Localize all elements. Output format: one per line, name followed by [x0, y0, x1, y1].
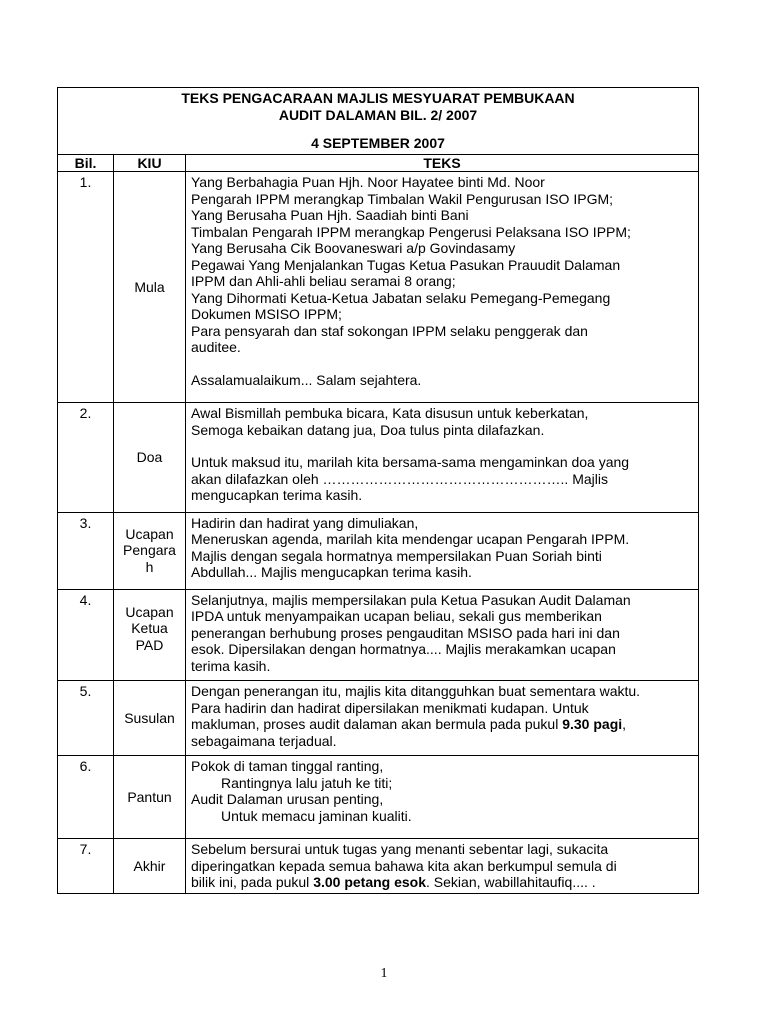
text-line: Dengan penerangan itu, majlis kita ditangguhkan buat sementara waktu. [191, 683, 641, 699]
row-text [186, 589, 699, 681]
row-cue: Akhir [114, 839, 186, 894]
title-cell [58, 88, 699, 155]
row-cue: Mula [114, 172, 186, 403]
program-table [57, 87, 699, 894]
row-number: 5. [58, 681, 114, 756]
table-row [58, 403, 699, 513]
title-row [58, 88, 699, 155]
text-line: Timbalan Pengarah IPPM merangkap Pengerusi Pelaksana ISO IPPM; [191, 223, 631, 240]
row-text [186, 681, 699, 756]
header-teks: TEKS [186, 154, 699, 172]
text-line: sebagaimana terjadual. [191, 732, 337, 749]
text-line: Sebelum bersurai untuk tugas yang menanti sebentar lagi, sukacita [191, 841, 609, 857]
row-number: 4. [58, 589, 114, 681]
text-line: Semoga kebaikan datang jua, Doa tulus pinta dilafazkan. [191, 421, 545, 438]
text-line: auditee. [191, 339, 241, 355]
header-row [58, 154, 699, 172]
row-number: 1. [58, 172, 114, 403]
text-line: IPPM dan Ahli-ahli beliau seramai 8 orang; [191, 273, 456, 289]
row-cue: Susulan [114, 681, 186, 756]
text-line: Dokumen MSISO IPPM; [191, 306, 342, 322]
text-line: esok. Dipersilakan dengan hormatnya.... Majlis merakamkan ucapan [191, 641, 616, 657]
text-fragment: makluman, proses audit dalaman akan bermula pada pukul [191, 716, 563, 732]
greeting-line: Assalamualaikum... Salam sejahtera. [191, 371, 422, 388]
text-line [191, 874, 693, 891]
text-line: terima kasih. [191, 657, 271, 674]
text-line: Hadirin dan hadirat yang dimuliakan, [191, 514, 419, 531]
text-line: Selanjutnya, majlis mempersilakan pula Ketua Pasukan Audit Dalaman [191, 591, 631, 608]
row-text [186, 403, 699, 513]
text-line: Pengarah IPPM merangkap Timbalan Wakil Pengurusan ISO IPGM; [191, 190, 614, 207]
cue-line: h [145, 558, 154, 575]
row-text [186, 756, 699, 839]
table-row [58, 681, 699, 756]
row-text [186, 839, 699, 894]
text-fragment: . Sekian, wabillahitaufiq.... . [426, 874, 596, 890]
text-line: Yang Dihormati Ketua-Ketua Jabatan selaku Pemegang-Pemegang [191, 289, 611, 306]
text-line: IPDA untuk menyampaikan ucapan beliau, sekali gus memberikan [191, 608, 602, 624]
document-title-line1: TEKS PENGACARAAN MAJLIS MESYUARAT PEMBUKAAN [181, 90, 575, 106]
document-date: 4 SEPTEMBER 2007 [311, 135, 445, 151]
row-cue: Doa [114, 403, 186, 513]
text-line [191, 716, 693, 733]
cue-line: Ucapan [125, 525, 174, 542]
row-text [186, 512, 699, 589]
table-row [58, 756, 699, 839]
pantun-line: Untuk memacu jaminan kualiti. [221, 807, 412, 824]
text-line: diperingatkan kepada semua bahawa kita akan berkumpul semula di [191, 857, 617, 874]
cue-line: Pengara [123, 542, 176, 559]
text-line: Abdullah... Majlis mengucapkan terima kasih. [191, 564, 472, 580]
text-fragment: bilik ini, pada pukul [191, 874, 314, 890]
row-cue [114, 512, 186, 589]
cue-line: Ucapan [125, 603, 174, 620]
header-bil: Bil. [58, 154, 114, 172]
pantun-line: Rantingnya lalu jatuh ke titi; [221, 774, 393, 791]
text-line: Para pensyarah dan staf sokongan IPPM selaku penggerak dan [191, 322, 588, 339]
cue-line: PAD [135, 636, 164, 653]
row-text [186, 172, 699, 403]
text-line: akan dilafazkan oleh …………………………………………….. Majlis [191, 470, 608, 487]
header-kiu: KIU [114, 154, 186, 172]
text-line: Yang Berusaha Puan Hjh. Saadiah binti Bani [191, 207, 469, 223]
text-line: Yang Berbahagia Puan Hjh. Noor Hayatee binti Md. Noor [191, 174, 545, 190]
text-line: penerangan berhubung proses pengauditan MSISO pada hari ini dan [191, 624, 620, 641]
table-row [58, 839, 699, 894]
row-number: 2. [58, 403, 114, 513]
row-cue [114, 589, 186, 681]
start-time: 9.30 pagi [562, 716, 623, 732]
reconvene-time: 3.00 petang esok [313, 874, 427, 890]
text-line: Majlis dengan segala hormatnya mempersilakan Puan Soriah binti [191, 547, 602, 564]
page-number: 1 [380, 966, 388, 981]
table-row [58, 172, 699, 403]
text-line: mengucapkan terima kasih. [191, 487, 363, 503]
cue-line: Ketua [131, 620, 168, 636]
row-number: 7. [58, 839, 114, 894]
text-line: Pegawai Yang Menjalankan Tugas Ketua Pasukan Prauudit Dalaman [191, 256, 621, 273]
pantun-line: Audit Dalaman urusan penting, [191, 791, 384, 807]
text-line: Yang Berusaha Cik Boovaneswari a/p Govindasamy [191, 240, 516, 256]
pantun-line: Pokok di taman tinggal ranting, [191, 758, 384, 774]
text-line: Para hadirin dan hadirat dipersilakan menikmati kudapan. Untuk [191, 699, 589, 716]
document-title-line2: AUDIT DALAMAN BIL. 2/ 2007 [278, 106, 478, 123]
text-line: Untuk maksud itu, marilah kita bersama-sama mengaminkan doa yang [191, 454, 630, 470]
row-cue: Pantun [114, 756, 186, 839]
text-fragment: , [622, 716, 627, 732]
row-number: 6. [58, 756, 114, 839]
text-line: Meneruskan agenda, marilah kita mendengar ucapan Pengarah IPPM. [191, 531, 630, 547]
table-row [58, 589, 699, 681]
text-line: Awal Bismillah pembuka bicara, Kata disusun untuk keberkatan, [191, 405, 589, 421]
table-row [58, 512, 699, 589]
row-number: 3. [58, 512, 114, 589]
